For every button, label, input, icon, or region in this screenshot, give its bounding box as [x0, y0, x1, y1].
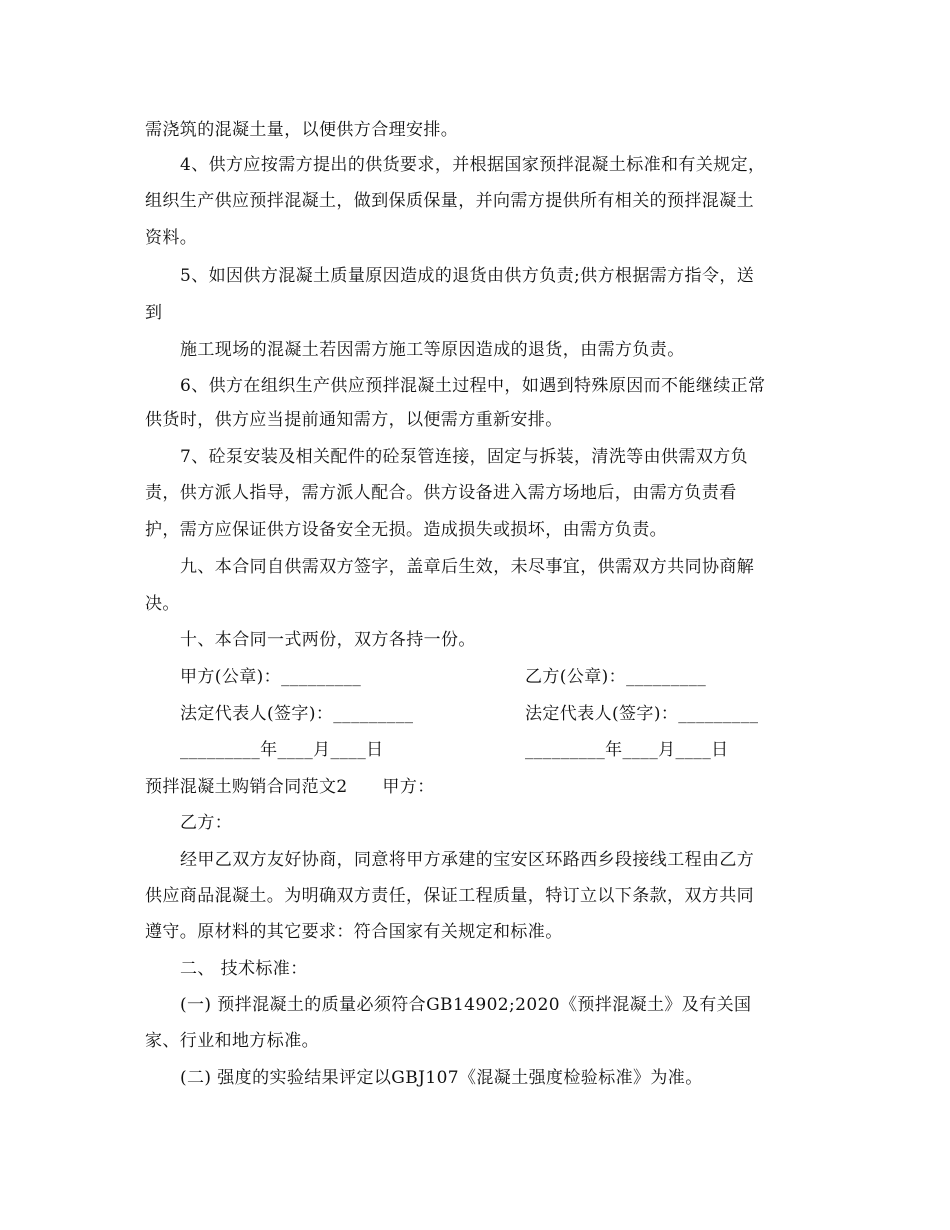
text-line: 施工现场的混凝土若因需方施工等原因造成的退货，由需方负责。 [180, 340, 685, 360]
party-b-seal-line: 乙方(公章)：_________ [525, 667, 707, 687]
party-b-representative-line: 法定代表人(签字)：_________ [525, 704, 759, 724]
text-line: 家、行业和地方标准。 [145, 1031, 319, 1051]
text-line: 遵守。原材料的其它要求：符合国家有关规定和标准。 [145, 922, 563, 942]
text-line: (一) 预拌混凝土的质量必须符合GB14902;2020《预拌混凝土》及有关国 [180, 995, 752, 1015]
text-line: (二) 强度的实验结果评定以GBJ107《混凝土强度检验标准》为准。 [180, 1068, 703, 1088]
party-a-date-line: _________年____月____日 [180, 740, 384, 760]
text-line: 需浇筑的混凝土量，以便供方合理安排。 [145, 120, 459, 140]
party-a-representative-line: 法定代表人(签字)：_________ [180, 704, 414, 724]
text-line: 4、供方应按需方提出的供货要求，并根据国家预拌混凝土标准和有关规定， [180, 155, 766, 175]
text-line: 九、本合同自供需双方签字，盖章后生效，未尽事宜，供需双方共同协商解 [180, 557, 755, 577]
text-line: 决。 [145, 594, 180, 614]
text-line: 十、本合同一式两份，双方各持一份。 [180, 630, 476, 650]
text-line: 责，供方派人指导，需方派人配合。供方设备进入需方场地后，由需方负责看 [145, 483, 737, 503]
section-title-line: 预拌混凝土购销合同范文2 甲方： [145, 777, 435, 797]
text-line: 5、如因供方混凝土质量原因造成的退货由供方负责;供方根据需方指令，送 [180, 266, 755, 286]
text-line: 资料。 [145, 228, 198, 248]
text-line: 组织生产供应预拌混凝土，做到保质保量，并向需方提供所有相关的预拌混凝土 [145, 191, 754, 211]
text-line: 经甲乙双方友好协商，同意将甲方承建的宝安区环路西乡段接线工程由乙方 [180, 850, 755, 870]
text-line: 护，需方应保证供方设备安全无损。造成损失或损坏，由需方负责。 [145, 520, 667, 540]
text-line: 6、供方在组织生产供应预拌混凝土过程中，如遇到特殊原因而不能继续正常 [180, 376, 766, 396]
text-line: 到 [145, 303, 163, 323]
text-line: 7、砼泵安装及相关配件的砼泵管连接，固定与拆装，清洗等由供需双方负 [180, 447, 749, 467]
text-line: 供货时，供方应当提前通知需方，以便需方重新安排。 [145, 410, 563, 430]
text-line: 二、 技术标准： [180, 959, 308, 979]
text-line: 乙方： [180, 813, 233, 833]
party-a-seal-line: 甲方(公章)：_________ [180, 667, 362, 687]
text-line: 供应商品混凝土。为明确双方责任，保证工程质量，特订立以下条款，双方共同 [145, 886, 754, 906]
party-b-date-line: _________年____月____日 [525, 740, 729, 760]
